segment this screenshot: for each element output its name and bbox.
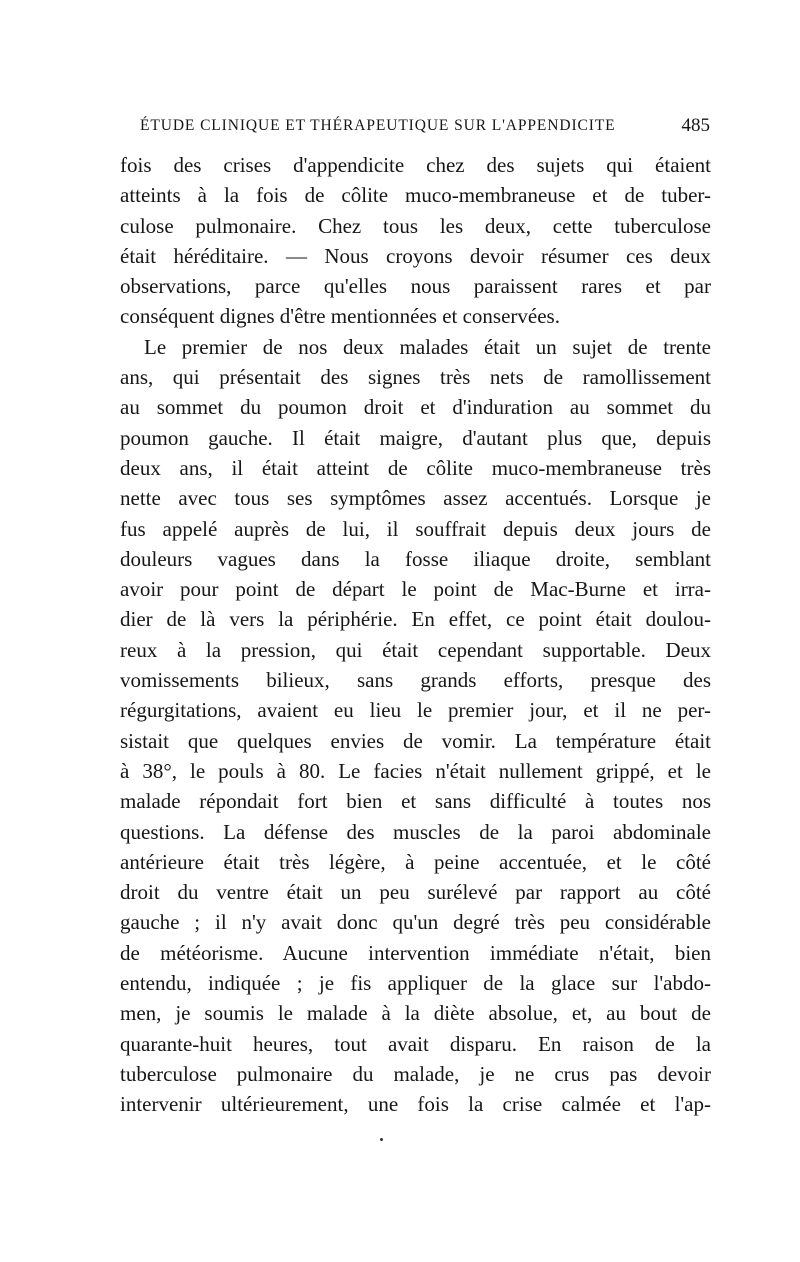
page-number: 485: [681, 115, 710, 136]
text-line: gauche ; il n'y avait donc qu'un degré très peu considérable: [120, 910, 711, 935]
text-line: avoir pour point de départ le point de Mac-Burne et irra-: [120, 577, 711, 602]
text-line: nette avec tous ses symptômes assez accentués. Lorsque je: [120, 486, 711, 511]
text-line: questions. La défense des muscles de la paroi abdominale: [120, 819, 711, 844]
text-line: dier de là vers la périphérie. En effet, ce point était doulou-: [120, 607, 711, 632]
text-line: fois des crises d'appendicite chez des sujets qui étaient: [120, 153, 711, 177]
text-line: conséquent dignes d'être mentionnées et conservées.: [120, 304, 560, 329]
text-line: fus appelé auprès de lui, il souffrait depuis deux jours de: [120, 516, 711, 541]
print-speck: [380, 1138, 383, 1141]
paragraph-continuation: [120, 150, 711, 332]
text-line: au sommet du poumon droit et d'induration au sommet du: [120, 395, 711, 420]
text-line: droit du ventre était un peu surélevé par rapport au côté: [120, 880, 711, 905]
text-line: tuberculose pulmonaire du malade, je ne crus pas devoir: [120, 1061, 711, 1086]
body-text: [120, 150, 711, 1120]
text-line: douleurs vagues dans la fosse iliaque droite, semblant: [120, 546, 711, 571]
text-line: poumon gauche. Il était maigre, d'autant plus que, depuis: [120, 425, 711, 450]
text-line: vomissements bilieux, sans grands efforts, presque des: [120, 668, 711, 693]
text-line: intervenir ultérieurement, une fois la crise calmée et l'ap-: [120, 1092, 711, 1117]
text-line: men, je soumis le malade à la diète absolue, et, au bout de: [120, 1001, 711, 1026]
text-line: régurgitations, avaient eu lieu le premier jour, et il ne per-: [120, 698, 711, 723]
text-line: antérieure était très légère, à peine accentuée, et le côté: [120, 849, 711, 874]
text-line: ans, qui présentait des signes très nets de ramollissement: [120, 365, 711, 390]
text-line: quarante-huit heures, tout avait disparu. En raison de la: [120, 1031, 711, 1056]
text-line: à 38°, le pouls à 80. Le facies n'était nullement grippé, et le: [120, 758, 711, 783]
text-line: culose pulmonaire. Chez tous les deux, cette tuberculose: [120, 213, 711, 238]
text-line: atteints à la fois de côlite muco-membraneuse et de tuber-: [120, 183, 711, 208]
text-line: observations, parce qu'elles nous paraissent rares et par: [120, 274, 711, 299]
running-head: [128, 113, 710, 139]
running-title: ÉTUDE CLINIQUE ET THÉRAPEUTIQUE SUR L'APPENDICITE: [140, 117, 616, 134]
text-line: deux ans, il était atteint de côlite muco-membraneuse très: [120, 455, 711, 480]
text-line: de météorisme. Aucune intervention immédiate n'était, bien: [120, 940, 711, 965]
text-line: était héréditaire. — Nous croyons devoir résumer ces deux: [120, 243, 711, 268]
text-line: Le premier de nos deux malades était un sujet de trente: [144, 334, 711, 359]
text-line: reux à la pression, qui était cependant supportable. Deux: [120, 637, 711, 662]
text-line: entendu, indiquée ; je fis appliquer de la glace sur l'abdo-: [120, 971, 711, 996]
paragraph-case-one: [120, 332, 711, 1120]
text-line: sistait que quelques envies de vomir. La température était: [120, 728, 711, 753]
text-line: malade répondait fort bien et sans difficulté à toutes nos: [120, 789, 711, 814]
